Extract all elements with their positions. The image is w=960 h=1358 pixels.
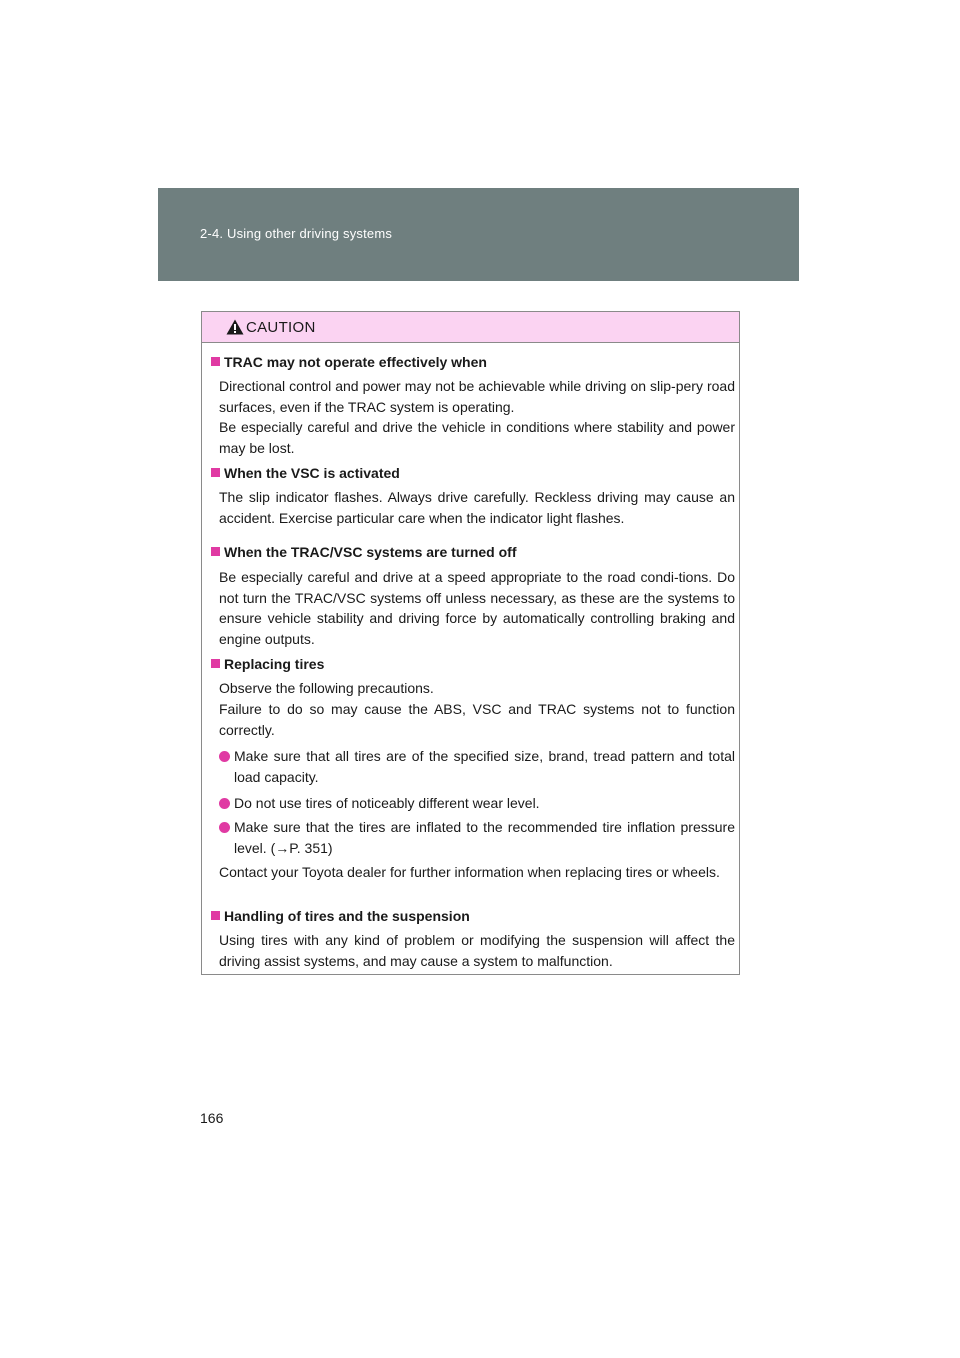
list-item-text: Make sure that all tires are of the specified size, brand, tread pattern and total load capacity. xyxy=(234,748,735,785)
square-bullet-icon xyxy=(211,357,220,366)
list-item xyxy=(219,817,735,858)
paragraph: Observe the following precautions. xyxy=(219,680,434,696)
heading-text: TRAC may not operate effectively when xyxy=(224,354,487,370)
caution-header xyxy=(202,312,739,343)
square-bullet-icon xyxy=(211,547,220,556)
list-item-text: Make sure that the tires are inflated to the recommended tire inflation pressure level. (→P. 351) xyxy=(234,819,735,856)
paragraph: Directional control and power may not be achievable while driving on slip-pery road surfaces, even if the TRAC system is operating. xyxy=(219,378,735,415)
paragraph: Be especially careful and drive the vehicle in conditions where stability and power may be lost. xyxy=(219,419,735,456)
paragraph: Be especially careful and drive at a speed appropriate to the road condi-tions. Do not turn the TRAC/VSC systems off unless necessary, as these are the systems to ensure vehicle stability and driving force by automatically controlling braking and engine outputs. xyxy=(219,569,735,647)
section-heading xyxy=(211,465,400,481)
caution-title: CAUTION xyxy=(246,319,316,336)
list-item xyxy=(219,793,735,814)
paragraph: Failure to do so may cause the ABS, VSC and TRAC systems not to function correctly. xyxy=(219,701,735,738)
section-heading xyxy=(211,544,517,560)
section-heading xyxy=(211,908,470,924)
circle-bullet-icon xyxy=(219,822,230,833)
section-heading xyxy=(211,656,324,672)
caution-box xyxy=(201,311,740,975)
square-bullet-icon xyxy=(211,659,220,668)
heading-text: When the TRAC/VSC systems are turned off xyxy=(224,544,517,560)
paragraph: The slip indicator flashes. Always drive carefully. Reckless driving may cause an accident. Exercise particular care when the indicator light flashes. xyxy=(219,489,735,526)
circle-bullet-icon xyxy=(219,751,230,762)
section-title: 2-4. Using other driving systems xyxy=(200,226,393,241)
circle-bullet-icon xyxy=(219,798,230,809)
list-item-text: Do not use tires of noticeably different wear level. xyxy=(234,795,540,811)
warning-triangle-icon xyxy=(226,319,244,335)
page-number: 166 xyxy=(200,1110,224,1126)
square-bullet-icon xyxy=(211,911,220,920)
heading-text: Replacing tires xyxy=(224,656,325,672)
heading-text: When the VSC is activated xyxy=(224,465,400,481)
heading-text: Handling of tires and the suspension xyxy=(224,908,470,924)
paragraph: Contact your Toyota dealer for further information when replacing tires or wheels. xyxy=(219,864,720,880)
section-heading xyxy=(211,354,487,370)
square-bullet-icon xyxy=(211,468,220,477)
paragraph: Using tires with any kind of problem or modifying the suspension will affect the driving assist systems, and may cause a system to malfunction. xyxy=(219,932,735,969)
list-item xyxy=(219,746,735,787)
